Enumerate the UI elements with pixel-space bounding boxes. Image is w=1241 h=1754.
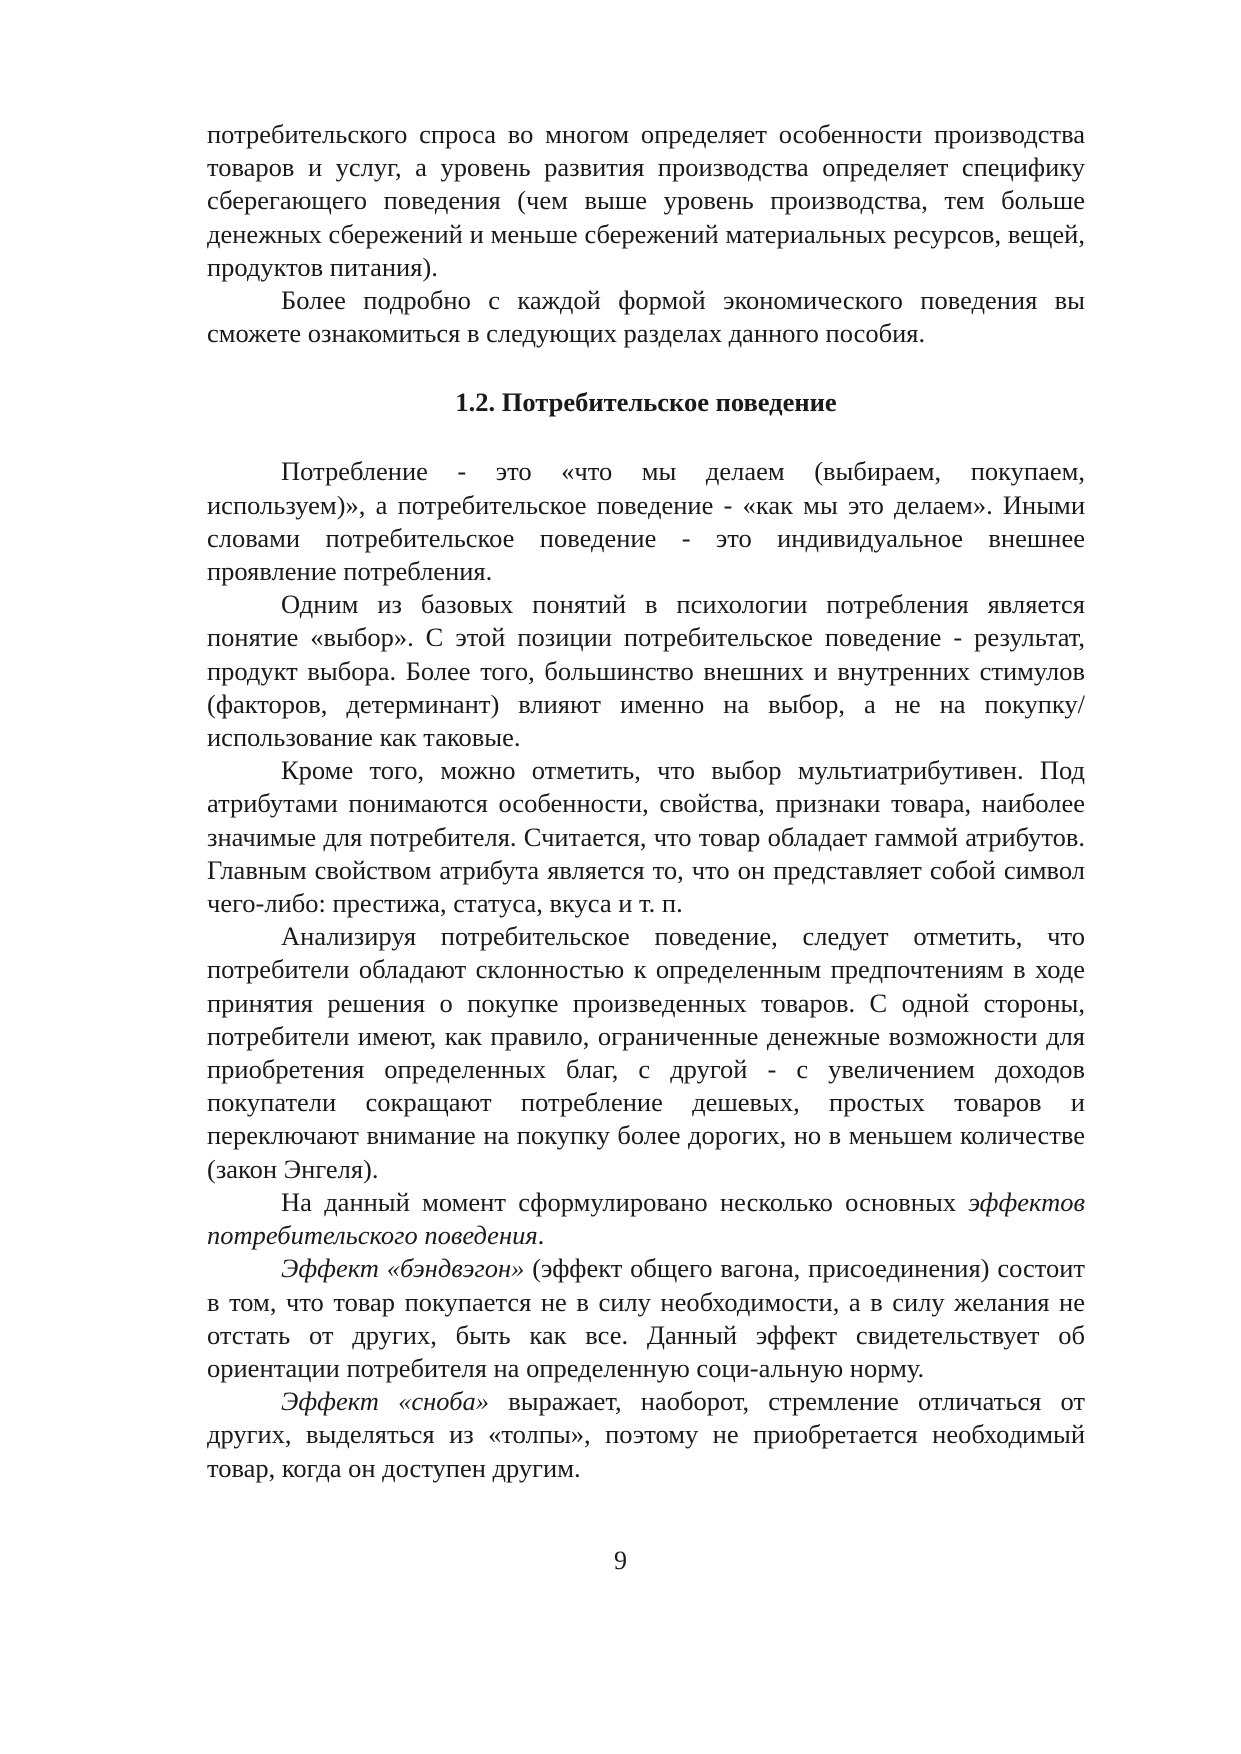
section-heading: 1.2. Потребительское поведение (455, 387, 837, 418)
effects-intro-text: На данный момент сформулировано несколько основных (281, 1186, 969, 1217)
snob-term: Эффект «сноба» (281, 1386, 490, 1417)
paragraph-multiattribute: Кроме того, можно отметить, что выбор мультиатрибутивен. Под атрибутами понимаются особенности, свойства, признаки товара, наиболее значимые для потребителя. Считается, что товар обладает гаммой атрибутов. Главным свойством атрибута является то, что он представляет собой символ чего-либо: престижа, статуса, вкуса и т. п. (207, 755, 1085, 919)
paragraph-continued: потребительского спроса во многом определяет особенности производства товаров и услуг, а уровень развития производства определяет специфику сберегающего поведения (чем выше уровень производства, тем больше денежных сбережений и меньше сбережений материальных ресурсов, вещей, продуктов питания). (207, 119, 1085, 282)
paragraph-engel-law: Анализируя потребительское поведение, следует отметить, что потребители обладают склонностью к определенным предпочтениям в ходе принятия решения о покупке произведенных товаров. С одной стороны, потребители имеют, как правило, ограниченные денежные возможности для приобретения определенных благ, с другой - с увеличением доходов покупатели сокращают потребление дешевых, простых товаров и переключают внимание на покупку более дорогих, но в меньшем количестве (закон Энгеля). (207, 921, 1085, 1184)
document-page (207, 118, 1085, 1485)
paragraph-snob-effect (207, 1385, 1085, 1485)
paragraph-bandwagon-effect (207, 1252, 1085, 1385)
bandwagon-text: (эффект общего вагона, присоединения) состоит в том, что товар покупается не в силу необходимости, а в силу желания не отстать от других, быть как все. Данный эффект свидетельствует об ориентации потребителя на определенную соци-альную норму. (207, 1253, 1085, 1383)
effects-intro-term: эффектов потребительского поведения (207, 1186, 1085, 1251)
page-number: 9 (614, 1546, 627, 1575)
paragraph-choice-concept: Одним из базовых понятий в психологии потребления является понятие «выбор». С этой позиции потребительское поведение - результат, продукт выбора. Более того, большинство внешних и внутренних стимулов (факторов, детерминант) влияют именно на выбор, а не на покупку/использование как таковые. (207, 589, 1085, 753)
paragraph-effects-intro (207, 1186, 1085, 1252)
bandwagon-term: Эффект «бэндвэгон» (281, 1253, 525, 1284)
paragraph-consumption-definition: Потребление - это «что мы делаем (выбираем, покупаем, используем)», а потребительское поведение - «как мы это делаем». Иными словами потребительское поведение - это индивидуальное внешнее проявление потребления. (207, 456, 1085, 587)
effects-intro-end: . (537, 1220, 545, 1251)
snob-text: выражает, наоборот, стремление отличаться от других, выделяться из «толпы», поэтому не приобретается необходимый товар, когда он доступен другим. (207, 1386, 1085, 1483)
paragraph-forms-reference: Более подробно с каждой формой экономического поведения вы сможете ознакомиться в следующих разделах данного пособия. (207, 285, 1085, 349)
